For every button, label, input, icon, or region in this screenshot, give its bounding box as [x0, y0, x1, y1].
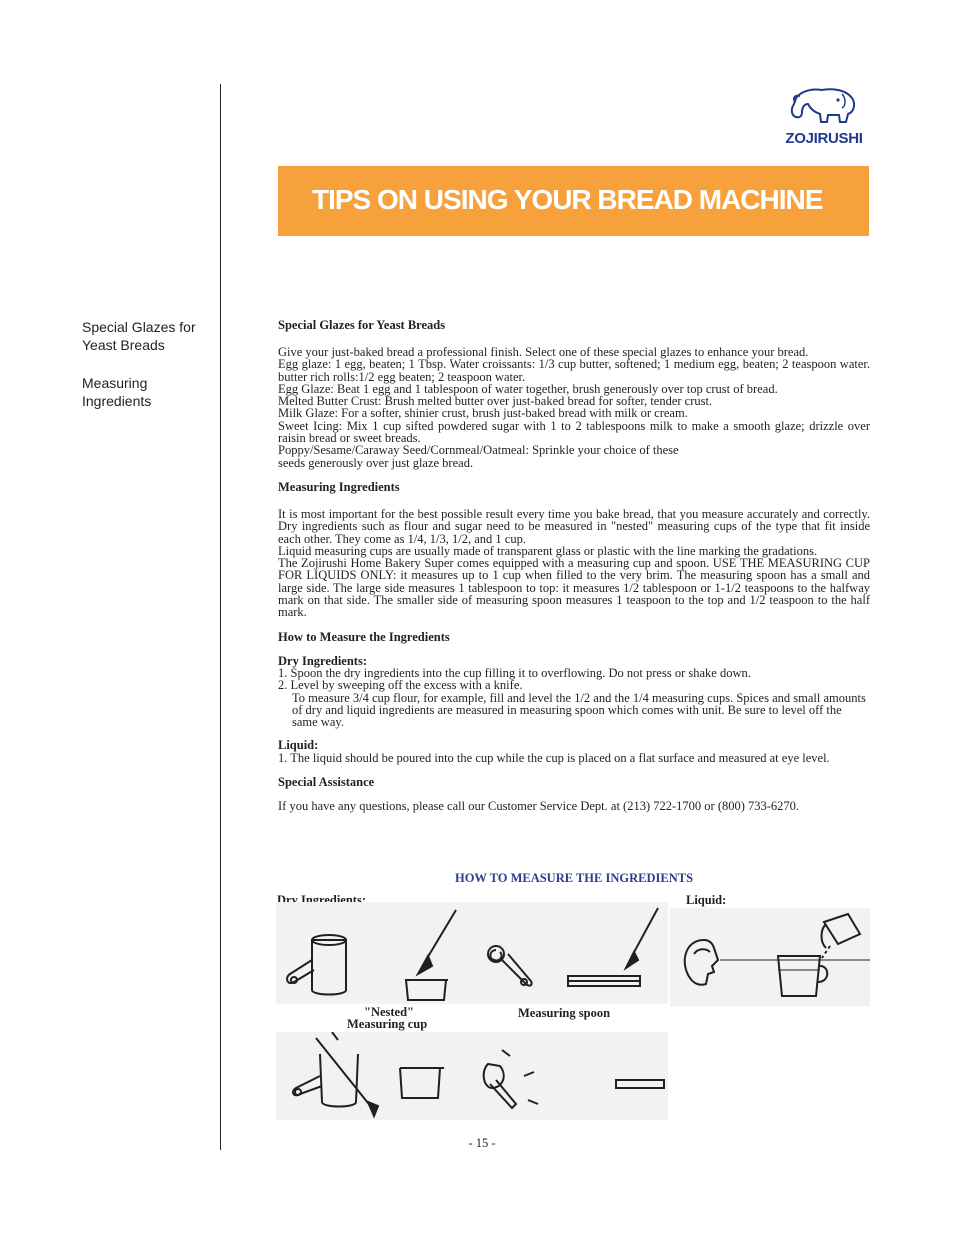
- nested-label-line-2: Measuring cup: [347, 1017, 428, 1031]
- glaze-egg-2: Egg Glaze: Beat 1 egg and 1 tablespoon of water together, brush generously over top crust of bread.: [278, 381, 778, 396]
- glaze-egg: Egg glaze: 1 egg, beaten; 1 Tbsp. Water croissants: 1/3 cup butter, softened; 1 medium egg, beaten; 2 teaspoon water. butter rich rolls:1/2 egg beaten; 2 teaspoon water.: [278, 357, 870, 384]
- sidebar-item-measuring-ingredients[interactable]: Measuring Ingredients: [82, 375, 152, 409]
- glazes-intro: Give your just-baked bread a professional finish. Select one of these special glazes to enhance your bread.: [278, 345, 809, 359]
- dry-step-2-detail: To measure 3/4 cup flour, for example, fill and level the 1/2 and the 1/4 measuring cups. Spices and small amounts of dry and liquid ingredients are measured in measuring spoon which comes with unit. Be sure to level off the same way.: [292, 690, 866, 730]
- dry-ingredients-heading: Dry Ingredients:: [278, 653, 368, 668]
- leveling-knife-icon: [316, 1038, 372, 1108]
- eye-level-head-icon: [685, 940, 718, 985]
- sidebar-item-special-glazes[interactable]: Special Glazes for Yeast Breads: [82, 319, 196, 353]
- main-content: [278, 318, 870, 812]
- measuring-spoon-label: Measuring spoon: [518, 1006, 611, 1020]
- measuring-heading: Measuring Ingredients: [278, 479, 400, 494]
- assistance-heading: Special Assistance: [278, 775, 375, 790]
- figure-liquid-label: Liquid:: [686, 893, 727, 907]
- nested-cup-icon: [312, 940, 346, 995]
- liquid-measuring-illustration: [670, 908, 870, 1006]
- title-banner: [278, 166, 869, 236]
- leveled-cup-side-icon: [400, 1068, 440, 1098]
- dry-ingredients-illustration: [276, 902, 668, 1004]
- glaze-seeds-line-1: Poppy/Sesame/Caraway Seed/Cornmeal/Oatmeal: Sprinkle your choice of these: [278, 443, 679, 458]
- leveled-cup-icon: [406, 980, 446, 1000]
- liquid-heading: Liquid:: [278, 738, 319, 753]
- glaze-sweet-icing: Sweet Icing: Mix 1 cup sifted powdered sugar with 1 to 2 tablespoons milk to make a smooth glaze; drizzle over raisin bread or sweet breads.: [278, 418, 870, 446]
- measuring-paragraph-1: It is most important for the best possible result every time you bake bread, that you measure accurately and correctly. Dry ingredients such as flour and sugar need to be measured in "nested" measuring cups of the type that fit inside each other. They come as 1/4, 1/3, 1/2, and 1 cup.: [278, 506, 870, 546]
- measuring-paragraph-3: The Zojirushi Home Bakery Super comes equipped with a measuring cup and spoon. USE THE MEASURING CUP FOR LIQUIDS ONLY: it measures up to 1 cup when filled to the very brim. The measuring spoon has a small and large side. The large side measures 1 tablespoon to top: it measures 1/2 tablespoon or 1-1/2 teaspoons to the halfway mark on that side. The smaller side of measuring spoon measures 1 teaspoon to the top and 1/2 teaspoon to the half mark.: [278, 556, 870, 620]
- nested-label-line-1: "Nested": [364, 1005, 414, 1019]
- liquid-step-1: 1. The liquid should be poured into the cup while the cup is placed on a flat surface and measured at eye level.: [278, 750, 830, 765]
- vertical-divider: [220, 84, 221, 1150]
- glaze-milk: Milk Glaze: For a softer, shinier crust, brush just-baked bread with milk or cream.: [278, 406, 688, 421]
- assistance-text: If you have any questions, please call our Customer Service Dept. at (213) 722-1700 or (800) 733-6270.: [278, 799, 800, 814]
- brand-logo-text: ZOJIRUSHI: [785, 130, 863, 147]
- page-title: TIPS ON USING YOUR BREAD MACHINE: [312, 184, 823, 215]
- liquid-cup-icon: [778, 956, 820, 996]
- how-to-heading: How to Measure the Ingredients: [278, 629, 450, 644]
- figure-title: HOW TO MEASURE THE INGREDIENTS: [454, 871, 694, 885]
- leveled-spoon-side-icon: [616, 1080, 664, 1088]
- spoon-pouring-icon: [426, 910, 456, 960]
- dry-step-1: 1. Spoon the dry ingredients into the cup filling it to overflowing. Do not press or shake down.: [278, 665, 751, 680]
- glaze-seeds-line-2: seeds generously over just glaze bread.: [278, 455, 474, 470]
- figure-dry-label: Dry Ingredients:: [277, 893, 367, 907]
- measuring-paragraph-2: Liquid measuring cups are usually made of transparent glass or plastic with the line marking the gradations.: [278, 543, 818, 558]
- knife-icon: [632, 908, 658, 956]
- glaze-butter-crust: Melted Butter Crust: Brush melted butter over just-baked bread for softer, tender crust.: [278, 394, 713, 409]
- page-number: - 15 -: [468, 1136, 496, 1150]
- sidebar: [82, 318, 212, 430]
- pitcher-icon: [824, 914, 860, 944]
- dry-step-2: 2. Level by sweeping off the excess with a knife.: [278, 678, 523, 693]
- leveling-illustration: [276, 1032, 668, 1120]
- glazes-heading: Special Glazes for Yeast Breads: [278, 318, 446, 332]
